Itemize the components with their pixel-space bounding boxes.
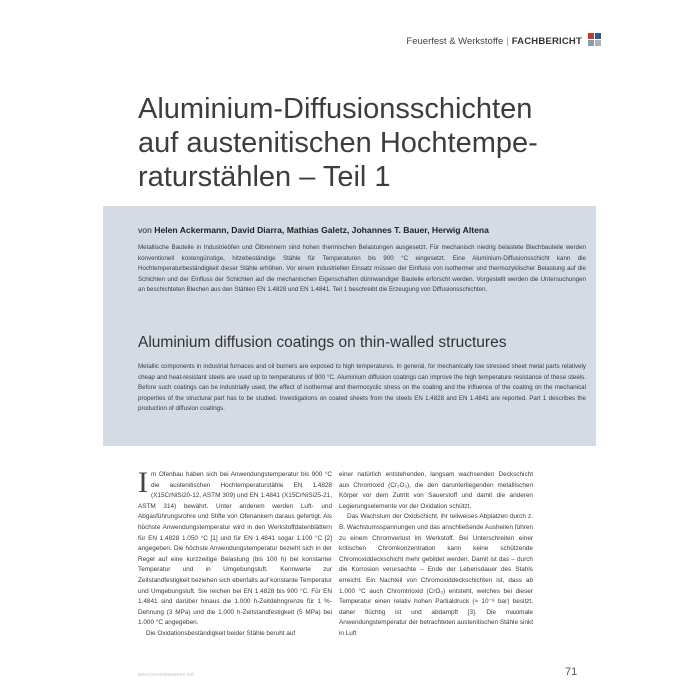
- logo-square-red: [588, 33, 594, 39]
- section-label: FACHBERICHT: [511, 36, 582, 47]
- logo-square-grey: [595, 40, 601, 46]
- page-number: 71: [565, 666, 578, 678]
- drop-cap: I: [138, 466, 148, 499]
- body-text: m Ofenbau haben sich bei Anwendungstemperatur bis 900 °C die austenitischen Hochtemperaturstähle EN 1.4828 (X15CrNiSi20-12, ASTM 309) und EN 1.4841 (X15CrNiSi25-21, ASTM 314) bewährt. Unter anderem werden Luft- und Abgasführungsrohre und Stifte von Ofenankern daraus gefertigt. Als höchste Anwendungstemperatur wird in den Werkstoffdatenblättern für EN 1.4828 1.050 °C [1] und für EN 1.4841 sogar 1.100 °C [2] angegeben. Die höchste Anwendungstemperatur bezieht sich in der Regel auf eine kurzzeitige Belastung (bis 100 h) bei konstanter Temperatur und in Umgebungsluft. Kennwerte zur Zeitstandfestigkeit beziehen sich ebenfalls auf konstante Temperatur und Umgebungsluft. Sie reichen bei EN 1.4828 bis 900 °C. Für EN 1.4841 sind darüber hinaus die 1.000 h-Zeitdehngrenze für 1 %-Dehnung (3 MPa) und die 1.000 h-Zeitstandfestigkeit (5 MPa) bei 1.000 °C angegeben.: [138, 471, 332, 627]
- body-paragraph: Die Oxidationsbeständigkeit beider Stähle beruht auf: [146, 629, 296, 637]
- english-title: Aluminium diffusion coatings on thin-walled structures: [138, 334, 507, 351]
- body-paragraph: einer natürlich entstehenden, langsam wachsenden Deckschicht aus Chromoxid (Cr₂O₃), die den darunterliegenden metallischen Körper vor dem Zutritt von Sauerstoff und damit die anderen Legierungselemente vor der Oxidation schützt.: [339, 471, 533, 510]
- abstract-english: Metallic components in industrial furnaces and oil burners are exposed to high temperatures. In general, for mechanically low stressed sheet metal parts relatively cheap and heat-resistant steels are used up to temperatures of 900 °C. Aluminium diffusion coatings can improve the high temperature resistance of these steels. Before such coatings can be industrially used, the effect of isothermal and thermocyclic stress on the coating and the influence of the coating on the mechanical properties of the structural part has to be studied. Investigations on coated sheets from the steels EN 1.4828 and EN 1.4841 are reported. Part 1 describes the production of diffusion coatings.: [138, 363, 586, 413]
- logo-square-lightblue: [588, 40, 594, 46]
- website-watermark: www.prozesswaerme.net: [138, 672, 194, 678]
- header-separator: |: [506, 36, 509, 47]
- author-names: Helen Ackermann, David Diarra, Mathias Galetz, Johannes T. Bauer, Herwig Altena: [154, 225, 489, 235]
- article-title: Aluminium-Diffusionsschichten auf austenitischen Hochtemperaturstählen – Teil 1: [138, 93, 538, 193]
- authors-prefix: von: [138, 225, 152, 235]
- body-paragraph: Das Wachstum der Oxidschicht, ihr teilweises Abplatzen durch z. B. Wachstumsspannungen und das anschließende Ausheilen führen zu einem Chromverlust im Werkstoff. Bei Unterschreiten einer kritischen Chromkonzentration kann keine schützende Chromoxiddeckschicht mehr gebildet werden. Damit ist das – durch die Korrosion verursachte – Ende der Lebensdauer des Stahls erreicht. Ein Nachteil von Chromoxiddeckschichten ist, dass ab 1.000 °C auch Chromtrioxid (CrO₃) entsteht, welches bei dieser Temperatur einen relativ hohen Partialdruck (≈ 10⁻⁸ bar) besitzt, daher flüchtig ist und abdampft [3]. Die maximale Anwendungstemperatur der betrachteten austenitischen Stähle sinkt in Luft: [339, 513, 533, 637]
- logo-square-blue: [595, 33, 601, 39]
- body-column-right: [339, 470, 533, 640]
- body-column-left: [138, 466, 332, 640]
- running-header: [406, 36, 582, 47]
- abstract-german: Metallische Bauteile in Industrieöfen und Ölbrennern sind hohen thermischen Belastungen ausgesetzt. Für mechanisch niedrig belastete Blechbauteile werden konventionell kostengünstige, hitzebeständige Stähle für Temperaturen bis 900 °C eingesetzt. Eine Aluminium-Diffusionsschicht kann die Hochtemperaturbeständigkeit dieser Stähle erhöhen. Vor einem industriellen Einsatz müssen der Einfluss von isothermer und thermozyklischer Belastung auf die Schichten und der Einfluss der Schichten auf die mechanischen Eigenschaften dünnwandiger Bauteile erforscht werden. Vorgestellt werden die Untersuchungen an beschichteten Blechen aus den Stählen EN 1.4828 und EN 1.4841. Teil 1 beschreibt die Erzeugung von Diffusionsschichten.: [138, 244, 586, 294]
- publication-name: Feuerfest & Werkstoffe: [406, 36, 504, 47]
- author-line: [138, 225, 588, 235]
- journal-logo-icon: [588, 33, 602, 47]
- body-paragraph: [138, 466, 332, 629]
